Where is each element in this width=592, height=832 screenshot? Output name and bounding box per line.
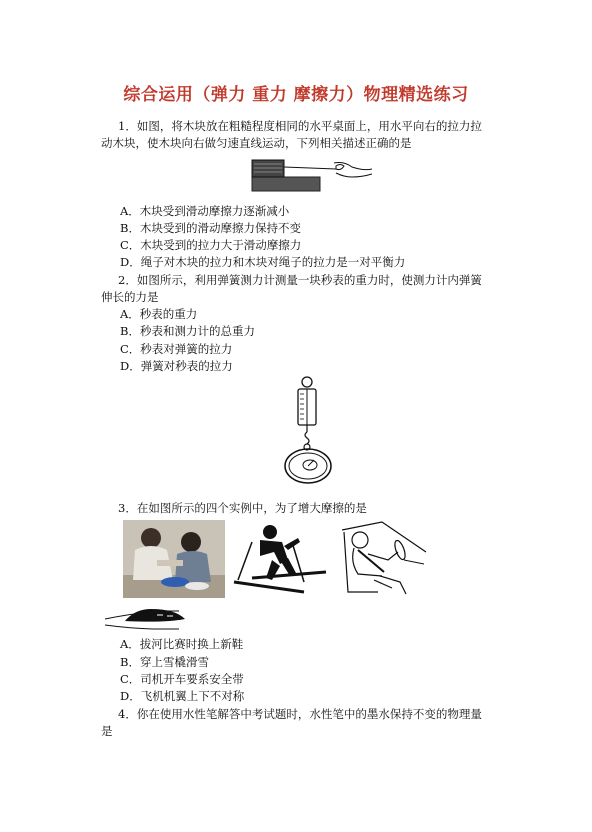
q1-option-d: D．绳子对木块的拉力和木块对绳子的拉力是一对平衡力 [120, 255, 406, 269]
page-title: 综合运用（弹力 重力 摩擦力）物理精选练习 [123, 85, 469, 105]
q1-option-a: A．木块受到滑动摩擦力逐渐减小 [120, 204, 290, 218]
q3-option-b: B．穿上雪橇滑雪 [120, 655, 209, 669]
spring-scale-stopwatch-figure [278, 374, 338, 486]
question-1-text: 1．如图，将木块放在粗糙程度相同的水平桌面上，用水平向右的拉力拉 [118, 119, 482, 133]
q1-option-c: C．木块受到的拉力大于滑动摩擦力 [120, 238, 302, 252]
question-2-text: 2．如图所示，利用弹簧测力计测量一块秒表的重力时，使测力计内弹簧 [118, 273, 482, 287]
seatbelt-driver-figure [334, 520, 429, 598]
question-1-text-cont: 动木块，使木块向右做匀速直线运动，下列相关描述正确的是 [101, 136, 412, 150]
airplane-wing-figure [101, 603, 201, 633]
question-3-text: 3．在如图所示的四个实例中，为了增大摩擦的是 [118, 501, 367, 515]
q2-option-a: A．秒表的重力 [120, 307, 198, 321]
q3-option-d: D．飞机机翼上下不对称 [120, 689, 245, 703]
block-on-table-figure [250, 155, 375, 195]
question-2-text-cont: 伸长的力是 [101, 290, 159, 304]
shoe-photo-figure [123, 520, 225, 598]
q3-option-a: A．拔河比赛时换上新鞋 [120, 637, 244, 651]
question-4-text-cont: 是 [101, 724, 113, 738]
q3-option-c: C．司机开车要系安全带 [120, 672, 244, 686]
q1-option-b: B．木块受到的滑动摩擦力保持不变 [120, 221, 301, 235]
q2-option-b: B．秒表和测力计的总重力 [120, 324, 255, 338]
q2-option-c: C．秒表对弹簧的拉力 [120, 342, 233, 356]
skier-figure [232, 520, 327, 598]
question-4-text: 4．你在使用水性笔解答中考试题时，水性笔中的墨水保持不变的物理量 [118, 707, 482, 721]
q2-option-d: D．弹簧对秒表的拉力 [120, 359, 233, 373]
